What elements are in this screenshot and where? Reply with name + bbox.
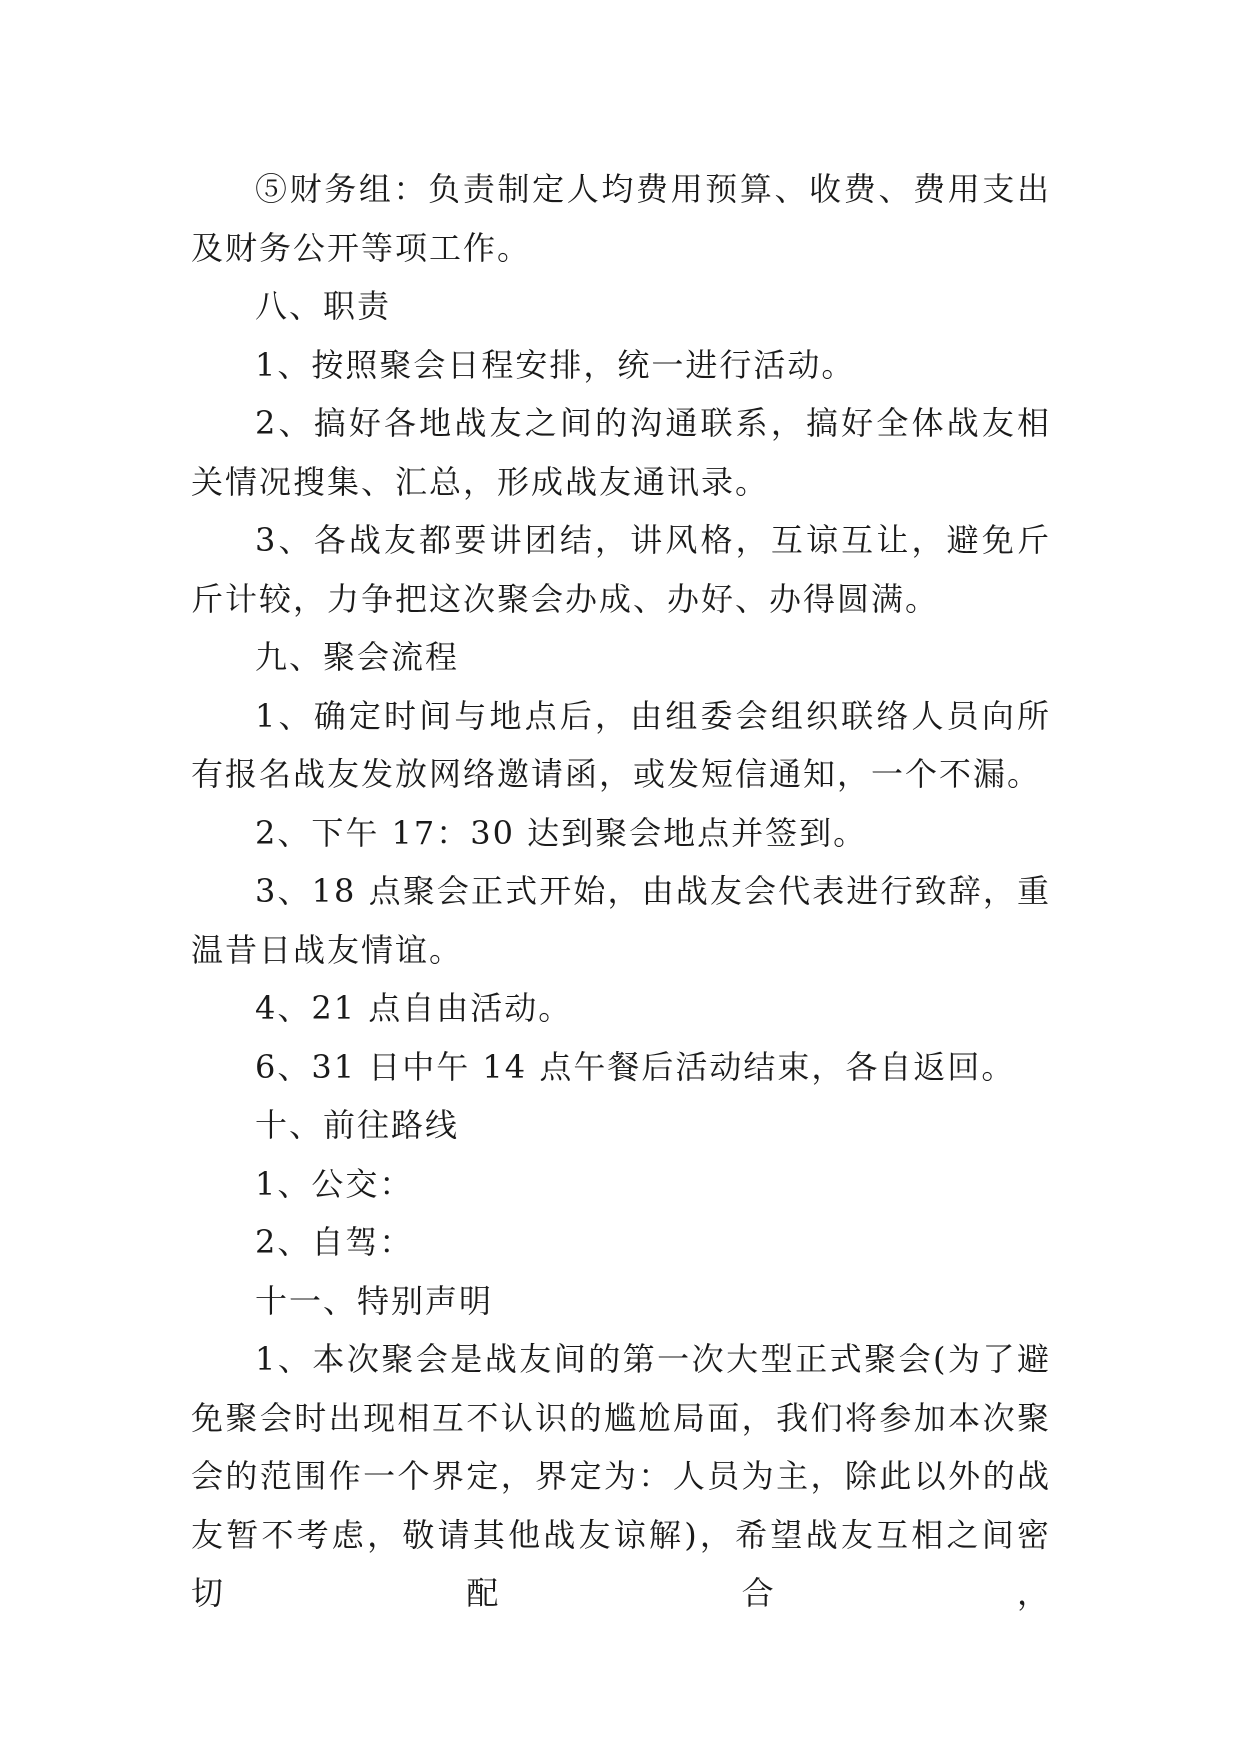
document-body xyxy=(191,160,1051,1623)
paragraph-process-2: 2、下午 17：30 达到聚会地点并签到。 xyxy=(255,813,868,852)
heading-special-statement: 十一、特别声明 xyxy=(255,1281,494,1320)
paragraph-process-6: 6、31 日中午 14 点午餐后活动结束，各自返回。 xyxy=(255,1047,1016,1086)
paragraph-route-bus: 1、公交： xyxy=(255,1164,414,1203)
heading-route: 十、前往路线 xyxy=(255,1106,460,1144)
paragraph-finance-group: ⑤财务组：负责制定人均费用预算、收费、费用支出及财务公开等项工作。 xyxy=(191,170,1051,267)
paragraph-responsibility-2: 2、搞好各地战友之间的沟通联系，搞好全体战友相关情况搜集、汇总，形成战友通讯录。 xyxy=(191,404,1051,501)
paragraph-process-1: 1、确定时间与地点后，由组委会组织联络人员向所有报名战友发放网络邀请函，或发短信通知，一个不漏。 xyxy=(191,696,1051,793)
paragraph-responsibility-1: 1、按照聚会日程安排，统一进行活动。 xyxy=(255,345,856,384)
paragraph-statement-1: 1、本次聚会是战友间的第一次大型正式聚会(为了避免聚会时出现相互不认识的尴尬局面，我们将参加本次聚会的范围作一个界定，界定为：人员为主，除此以外的战友暂不考虑，敬请其他战友谅解)，希望战友互相之间密切配合， xyxy=(191,1340,1051,1612)
paragraph-process-3: 3、18 点聚会正式开始，由战友会代表进行致辞，重温昔日战友情谊。 xyxy=(191,872,1051,969)
heading-responsibilities: 八、职责 xyxy=(255,287,392,325)
paragraph-route-drive: 2、自驾： xyxy=(255,1223,414,1261)
paragraph-responsibility-3: 3、各战友都要讲团结，讲风格，互谅互让，避免斤斤计较，力争把这次聚会办成、办好、办得圆满。 xyxy=(191,521,1051,618)
paragraph-process-4: 4、21 点自由活动。 xyxy=(255,989,573,1027)
heading-gathering-process: 九、聚会流程 xyxy=(255,638,460,676)
